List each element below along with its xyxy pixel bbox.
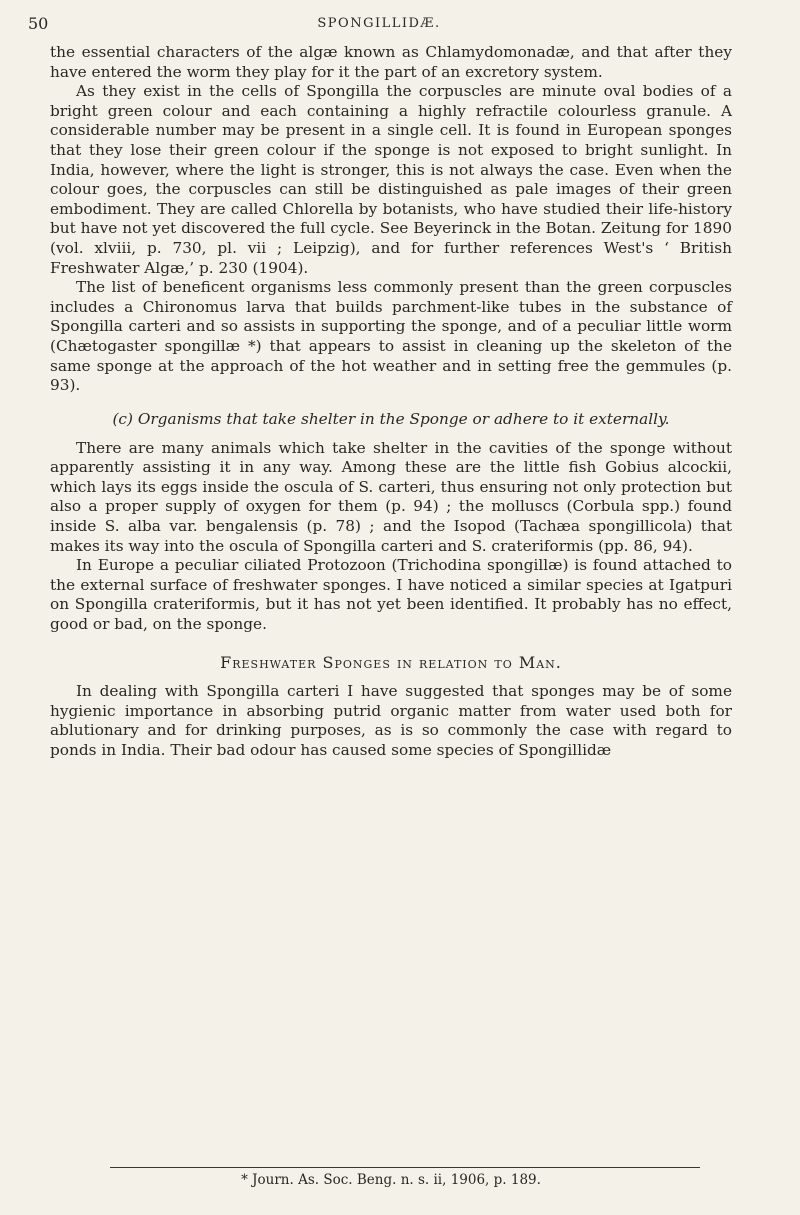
paragraph: There are many animals which take shelter in the cavities of the sponge without apparently assisting it in any way. Among these are the little fish Gobius alcockii, which lays its eggs inside the oscula of S. carteri, thus ensuring not only protection but also a proper supply of oxygen for them (p. 94) ; the molluscs (Corbula spp.) found inside S. alba var. bengalensis (p. 78) ; and the Isopod (Tachæa spongillicola) that makes its way into the oscula of Spongilla carteri and S. crateriformis (pp. 86, 94). <box>50 438 732 555</box>
paragraph: As they exist in the cells of Spongilla the corpuscles are minute oval bodies of a bright green colour and each containing a highly refractile colourless granule. A considerable number may be present in a single cell. It is found in European sponges that they lose their green colour if the sponge is not exposed to bright sunlight. In India, however, where the light is stronger, this is not always the case. Even when the colour goes, the corpuscles can still be distinguished as pale images of their green embodiment. They are called Chlorella by botanists, who have studied their life-history but have not yet discovered the full cycle. See Beyerinck in the Botan. Zeitung for 1890 (vol. xlviii, p. 730, pl. vii ; Leipzig), and for further references West's ‘ British Freshwater Algæ,’ p. 230 (1904). <box>50 82 732 277</box>
paragraph: the essential characters of the algæ known as Chlamydomonadæ, and that after they have entered the worm they play for it the part of an excretory system. <box>50 43 732 81</box>
page-number: 50 <box>28 14 49 33</box>
page-body <box>50 43 732 761</box>
paragraph: In Europe a peculiar ciliated Protozoon (Trichodina spongillæ) is found attached to the external surface of freshwater sponges. I have noticed a similar species at Igatpuri on Spongilla crateriformis, but it has not yet been identified. It probably has no effect, good or bad, on the sponge. <box>50 556 732 634</box>
footnote: * Journ. As. Soc. Beng. n. s. ii, 1906, p. 189. <box>241 1172 541 1188</box>
subheading: (c) Organisms that take shelter in the Sponge or adhere to it externally. <box>112 409 670 428</box>
page-header <box>28 14 730 36</box>
paragraph: The list of beneficent organisms less commonly present than the green corpuscles includes a Chironomus larva that builds parchment-like tubes in the substance of Spongilla carteri and so assists in supporting the sponge, and of a peculiar little worm (Chætogaster spongillæ *) that appears to assist in cleaning up the skeleton of the same sponge at the approach of the hot weather and in setting free the gemmules (p. 93). <box>50 278 732 395</box>
footnote-rule <box>110 1167 700 1168</box>
running-title: SPONGILLIDÆ. <box>317 16 441 31</box>
section-title: Freshwater Sponges in relation to Man. <box>220 652 562 672</box>
paragraph: In dealing with Spongilla carteri I have suggested that sponges may be of some hygienic importance in absorbing putrid organic matter from water used both for ablutionary and for drinking purposes, as is so commonly the case with regard to ponds in India. Their bad odour has caused some species of Spongillidæ <box>50 682 732 759</box>
